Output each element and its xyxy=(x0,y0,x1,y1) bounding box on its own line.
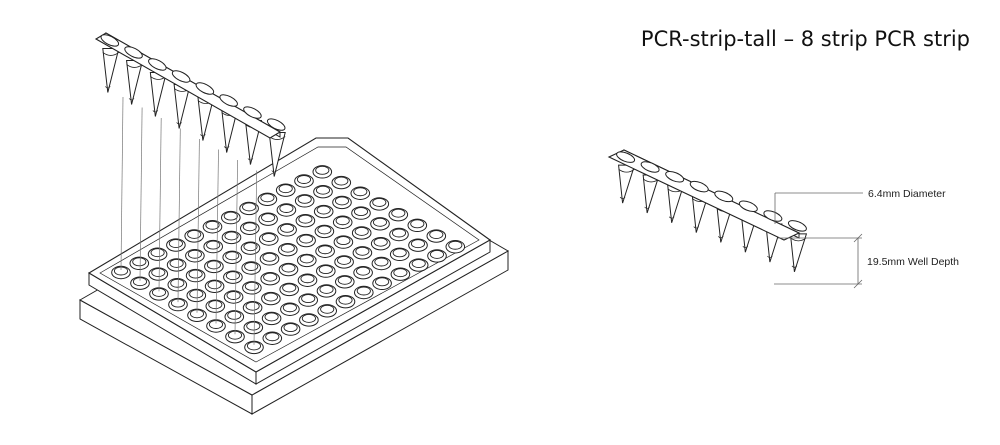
plate-well xyxy=(223,251,242,263)
well-inner-rim xyxy=(207,241,220,249)
well-inner-rim xyxy=(319,266,332,274)
diagram-title: PCR-strip-tall – 8 strip PCR strip xyxy=(640,27,970,51)
plate-well xyxy=(148,248,167,260)
well-inner-rim xyxy=(171,279,184,287)
well-inner-rim xyxy=(243,203,256,211)
plate-well xyxy=(224,291,243,303)
plate-well xyxy=(225,311,244,323)
plate-well xyxy=(258,193,277,205)
well-inner-rim xyxy=(261,194,274,202)
plate-well xyxy=(295,175,314,187)
well-inner-rim xyxy=(449,241,462,249)
plate-well xyxy=(371,218,390,230)
plate-well xyxy=(299,294,318,306)
plate-well xyxy=(206,300,225,312)
well-inner-rim xyxy=(354,188,367,196)
well-inner-rim xyxy=(411,220,424,228)
plate-well xyxy=(222,211,241,223)
left-strip-tube xyxy=(127,60,143,104)
plate-well xyxy=(260,233,279,245)
well-inner-rim xyxy=(430,231,443,239)
plate-well xyxy=(241,242,260,254)
well-inner-rim xyxy=(169,240,182,248)
well-inner-rim xyxy=(188,250,201,258)
well-inner-rim xyxy=(338,256,351,264)
well-inner-rim xyxy=(133,258,146,266)
well-inner-rim xyxy=(299,215,312,223)
plate-well xyxy=(371,237,390,249)
plate-well xyxy=(300,314,319,326)
plate-well xyxy=(259,213,278,225)
plate-well xyxy=(185,230,204,242)
plate-well xyxy=(351,187,370,199)
plate-well xyxy=(297,234,316,246)
plate-well xyxy=(409,239,428,251)
right-strip-tube xyxy=(619,165,635,203)
well-inner-rim xyxy=(316,186,329,194)
plate-well xyxy=(354,266,373,278)
well-inner-rim xyxy=(227,292,240,300)
plate-well xyxy=(276,184,295,196)
plate-well xyxy=(279,263,298,275)
well-inner-rim xyxy=(337,237,350,245)
well-inner-rim xyxy=(319,246,332,254)
well-inner-rim xyxy=(430,250,443,258)
well-inner-rim xyxy=(335,177,348,185)
well-inner-rim xyxy=(283,284,296,292)
plate-well xyxy=(318,305,337,317)
left-strip-tube xyxy=(103,48,119,92)
right-strip-tube xyxy=(790,234,806,272)
well-inner-rim xyxy=(302,314,315,322)
well-inner-rim xyxy=(318,226,331,234)
well-inner-rim xyxy=(373,218,386,226)
well-inner-rim xyxy=(298,195,311,203)
plate-well xyxy=(373,277,392,289)
plate-well xyxy=(336,276,355,288)
plate-well xyxy=(352,227,371,239)
plate-well xyxy=(242,262,261,274)
well-inner-rim xyxy=(300,255,313,263)
plate-well xyxy=(186,250,205,262)
well-inner-rim xyxy=(263,253,276,261)
plate-well xyxy=(130,257,149,269)
plate-well xyxy=(336,295,355,307)
plate-well xyxy=(390,228,409,240)
well-inner-rim xyxy=(297,176,310,184)
plate-well xyxy=(260,253,279,265)
plate-well xyxy=(167,259,186,271)
plate-well xyxy=(332,176,351,188)
plate-well xyxy=(333,196,352,208)
well-inner-rim xyxy=(316,166,329,174)
plate-well xyxy=(335,256,354,268)
plate-well xyxy=(167,239,186,251)
plate-well xyxy=(224,271,243,283)
well-inner-rim xyxy=(226,252,239,260)
well-inner-rim xyxy=(279,185,292,193)
well-inner-rim xyxy=(357,287,370,295)
plate-well xyxy=(187,289,206,301)
well-inner-rim xyxy=(339,296,352,304)
plate-well xyxy=(262,312,281,324)
pcr-strip-dimensioned xyxy=(609,150,808,272)
well-inner-rim xyxy=(228,311,241,319)
plate-well xyxy=(391,268,410,280)
plate-well xyxy=(427,230,446,242)
96-well-plate xyxy=(80,138,508,414)
plate-well xyxy=(408,219,427,231)
well-inner-rim xyxy=(280,205,293,213)
plate-well xyxy=(355,286,374,298)
plate-well xyxy=(203,221,222,233)
depth-label: 19.5mm Well Depth xyxy=(867,256,960,268)
plate-well xyxy=(314,205,333,217)
well-inner-rim xyxy=(302,295,315,303)
well-inner-rim xyxy=(336,217,349,225)
plate-well xyxy=(244,321,263,333)
plate-well xyxy=(279,244,298,256)
well-inner-rim xyxy=(262,214,275,222)
plate-well xyxy=(205,260,224,272)
well-inner-rim xyxy=(392,209,405,217)
well-inner-rim xyxy=(354,208,367,216)
well-inner-rim xyxy=(317,206,330,214)
well-inner-rim xyxy=(264,293,277,301)
well-inner-rim xyxy=(266,333,279,341)
well-inner-rim xyxy=(284,324,297,332)
well-inner-rim xyxy=(264,273,277,281)
well-inner-rim xyxy=(356,247,369,255)
plate-well xyxy=(277,204,296,216)
well-inner-rim xyxy=(282,264,295,272)
plate-well xyxy=(222,231,241,243)
well-inner-rim xyxy=(207,261,220,269)
well-inner-rim xyxy=(208,281,221,289)
plate-well xyxy=(204,240,223,252)
plate-well xyxy=(315,225,334,237)
plate-well xyxy=(370,198,389,210)
well-inner-rim xyxy=(355,227,368,235)
plate-well xyxy=(296,215,315,227)
well-inner-rim xyxy=(246,302,259,310)
plate-well xyxy=(243,282,262,294)
well-inner-rim xyxy=(374,238,387,246)
well-inner-rim xyxy=(262,234,275,242)
well-inner-rim xyxy=(375,258,388,266)
plate-well xyxy=(240,202,259,214)
plate-well xyxy=(186,269,205,281)
plate-well xyxy=(298,274,317,286)
plate-well xyxy=(317,265,336,277)
plate-well xyxy=(313,166,332,178)
well-inner-rim xyxy=(247,322,260,330)
well-inner-rim xyxy=(245,282,258,290)
plate-well xyxy=(261,273,280,285)
well-inner-rim xyxy=(152,269,165,277)
well-inner-rim xyxy=(226,272,239,280)
plate-well xyxy=(295,195,314,207)
plate-well xyxy=(280,283,299,295)
plate-well xyxy=(316,245,335,257)
plate-well xyxy=(278,224,297,236)
diameter-label: 6.4mm Diameter xyxy=(868,188,946,200)
plate-well xyxy=(263,332,282,344)
left-strip-frame-top xyxy=(96,33,280,138)
well-inner-rim xyxy=(376,278,389,286)
well-inner-rim xyxy=(373,198,386,206)
right-strip-frame-top xyxy=(609,150,799,240)
plate-well xyxy=(446,241,465,253)
well-inner-rim xyxy=(245,263,258,271)
well-inner-rim xyxy=(283,304,296,312)
right-strip-tube xyxy=(643,175,659,213)
well-inner-rim xyxy=(244,243,257,251)
well-inner-rim xyxy=(188,230,201,238)
well-inner-rim xyxy=(300,235,313,243)
plate-well xyxy=(390,248,409,260)
well-inner-rim xyxy=(151,249,164,257)
plate-well xyxy=(317,285,336,297)
well-inner-rim xyxy=(209,301,222,309)
plate-well xyxy=(428,250,447,262)
well-inner-rim xyxy=(243,223,256,231)
plate-well xyxy=(389,208,408,220)
well-inner-rim xyxy=(392,229,405,237)
well-inner-rim xyxy=(281,224,294,232)
plate-well xyxy=(372,257,391,269)
well-inner-rim xyxy=(394,269,407,277)
plate-well xyxy=(409,259,428,271)
alignment-guide-line xyxy=(121,97,123,270)
well-inner-rim xyxy=(189,270,202,278)
well-inner-rim xyxy=(320,285,333,293)
well-inner-rim xyxy=(281,244,294,252)
plate-well xyxy=(281,303,300,315)
well-inner-rim xyxy=(412,260,425,268)
plate-well xyxy=(281,323,300,335)
well-inner-rim xyxy=(265,313,278,321)
dimension-annotations xyxy=(774,188,959,288)
plate-well xyxy=(205,280,224,292)
plate-well xyxy=(168,279,187,291)
well-inner-rim xyxy=(338,276,351,284)
well-inner-rim xyxy=(357,267,370,275)
plate-well xyxy=(243,302,262,314)
plate-well xyxy=(352,207,371,219)
left-strip-tube xyxy=(150,72,166,116)
well-inner-rim xyxy=(335,197,348,205)
well-inner-rim xyxy=(321,305,334,313)
plate-well xyxy=(333,216,352,228)
plate-well xyxy=(149,268,168,280)
well-inner-rim xyxy=(190,290,203,298)
plate-well xyxy=(314,186,333,198)
well-inner-rim xyxy=(411,240,424,248)
plate-well xyxy=(241,222,260,234)
plate-well xyxy=(262,292,281,304)
well-inner-rim xyxy=(393,249,406,257)
well-inner-rim xyxy=(301,275,314,283)
well-inner-rim xyxy=(170,259,183,267)
plate-well xyxy=(298,254,317,266)
plate-well xyxy=(353,247,372,259)
well-inner-rim xyxy=(224,212,237,220)
plate-well xyxy=(334,236,353,248)
